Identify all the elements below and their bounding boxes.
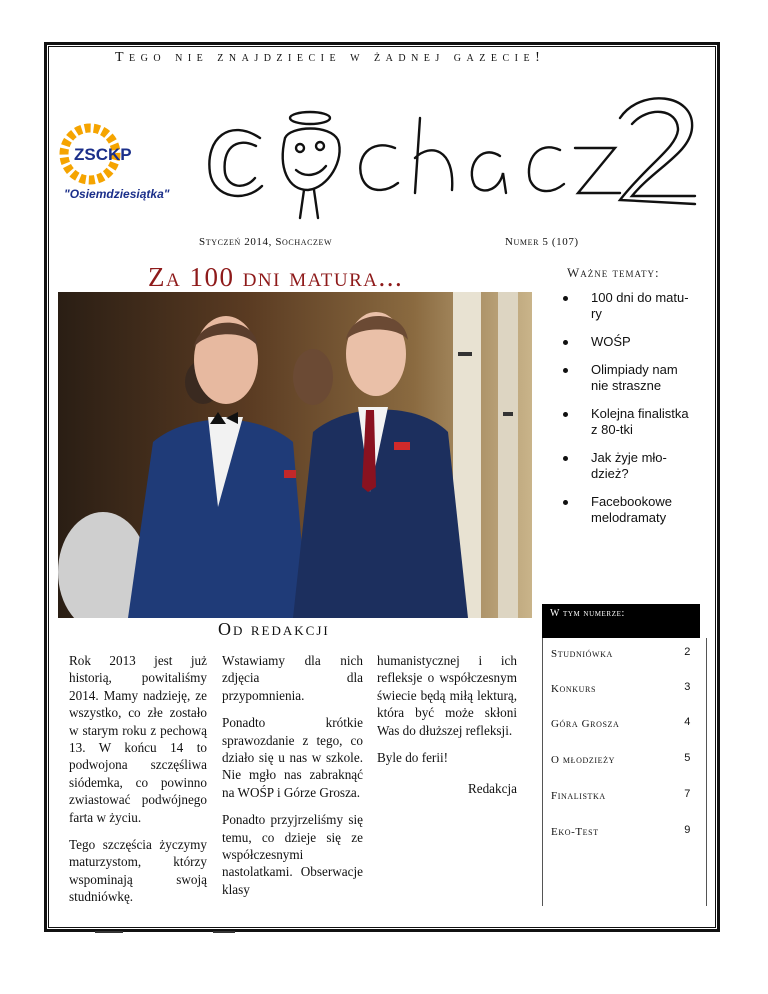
bullet-icon <box>563 368 568 373</box>
banner-slogan: Tego nie znajdziecie w żadnej gazecie! <box>115 50 546 65</box>
topic-item <box>555 290 705 322</box>
topic-text: WOŚP <box>591 334 631 349</box>
toc-row[interactable] <box>551 648 701 660</box>
photo-image <box>58 292 532 618</box>
toc-label: Studniówka <box>551 648 613 660</box>
main-headline: Za 100 dni matura... <box>148 262 404 292</box>
in-this-issue-heading: W tym numerze: <box>542 604 700 638</box>
topic-item <box>555 362 705 394</box>
toc-label: Góra Grosza <box>551 718 620 730</box>
topic-text: Jak żyje mło- <box>591 450 667 465</box>
topic-text: ry <box>591 306 602 321</box>
topic-text: Kolejna finalistka <box>591 406 689 421</box>
toc-page: 4 <box>684 716 691 728</box>
masthead-drawing-icon <box>200 78 700 228</box>
topics-list <box>555 290 705 538</box>
toc-page: 5 <box>684 752 691 764</box>
editorial-heading: Od redakcji <box>218 619 330 639</box>
editorial-paragraph: humanistycznej i ich refleksje o współczesnym świecie będą miłą lekturą, która być może skłoni Was do dłuższej refleksji. <box>377 653 517 738</box>
editorial-paragraph: Byle do ferii! <box>377 750 449 766</box>
logo-caption: "Osiemdziesiątka" <box>64 187 170 201</box>
editorial-paragraph: Rok 2013 jest już historią, powitaliśmy 2014. Mamy nadzieję, ze wszystko, co złe zostało w starym roku z pechową 13. W końcu 14 to podwojona szczęśliwa siódemka, co powinno zwiastować podwójnego farta w życiu. <box>69 653 207 825</box>
editorial-column-2 <box>222 652 363 908</box>
toc-row[interactable] <box>551 754 701 766</box>
topic-text: z 80-tki <box>591 422 633 437</box>
bullet-icon <box>563 412 568 417</box>
toc-label: Konkurs <box>551 683 597 695</box>
issue-date-place: Styczeń 2014, Sochaczew <box>199 236 333 248</box>
logo-name: ZSCKP <box>74 145 132 164</box>
editorial-paragraph: Tego szczęścia życzymy maturzystom, którzy wspominają swoją studniówkę. <box>69 837 207 905</box>
bullet-icon <box>563 456 568 461</box>
toc-label: Finalistka <box>551 790 606 802</box>
in-this-issue-table <box>542 638 707 906</box>
topic-text: 100 dni do matu- <box>591 290 689 305</box>
toc-row[interactable] <box>551 718 701 730</box>
toc-page: 7 <box>684 788 691 800</box>
editorial-column-3 <box>377 652 517 808</box>
toc-label: Eko-Test <box>551 826 599 838</box>
topic-text: nie straszne <box>591 378 662 393</box>
toc-page: 9 <box>684 824 691 836</box>
gear-logo-icon <box>50 112 190 222</box>
footer-mark <box>95 931 123 933</box>
topic-text: dzież? <box>591 466 629 481</box>
toc-page: 3 <box>684 681 691 693</box>
editorial-paragraph: Ponadto krótkie sprawozdanie z tego, co działo się u nas w szkole. Nie mgło nas zabraknąć na WOŚP i Górze Grosza. <box>222 715 363 800</box>
editorial-signature: Redakcja <box>467 781 517 797</box>
masthead-title-art <box>200 78 700 228</box>
editorial-paragraph: Ponadto przyjrzeliśmy się temu, co dzieje się ze współczesnymi nastolatkami. Obserwacje klasy <box>222 812 363 897</box>
topic-item <box>555 334 705 350</box>
studniowka-photo <box>58 292 532 618</box>
bullet-icon <box>563 340 568 345</box>
bullet-icon <box>563 296 568 301</box>
toc-row[interactable] <box>551 683 701 695</box>
school-logo <box>50 112 190 222</box>
topic-item <box>555 406 705 438</box>
editorial-column-1 <box>69 652 207 916</box>
topic-item <box>555 494 705 526</box>
topic-text: Olimpiady nam <box>591 362 678 377</box>
footer-mark <box>213 931 235 933</box>
issue-number: Numer 5 (107) <box>505 236 579 248</box>
toc-row[interactable] <box>551 790 701 802</box>
editorial-paragraph: Wstawiamy dla nich zdjęcia dla przypomnienia. <box>222 653 363 703</box>
toc-row[interactable] <box>551 826 701 838</box>
topic-text: melodramaty <box>591 510 667 525</box>
toc-page: 2 <box>684 646 691 658</box>
topic-text: Facebookowe <box>591 494 672 509</box>
topics-heading: Ważne tematy: <box>567 265 660 280</box>
toc-label: O młodzieży <box>551 754 615 766</box>
bullet-icon <box>563 500 568 505</box>
topic-item <box>555 450 705 482</box>
